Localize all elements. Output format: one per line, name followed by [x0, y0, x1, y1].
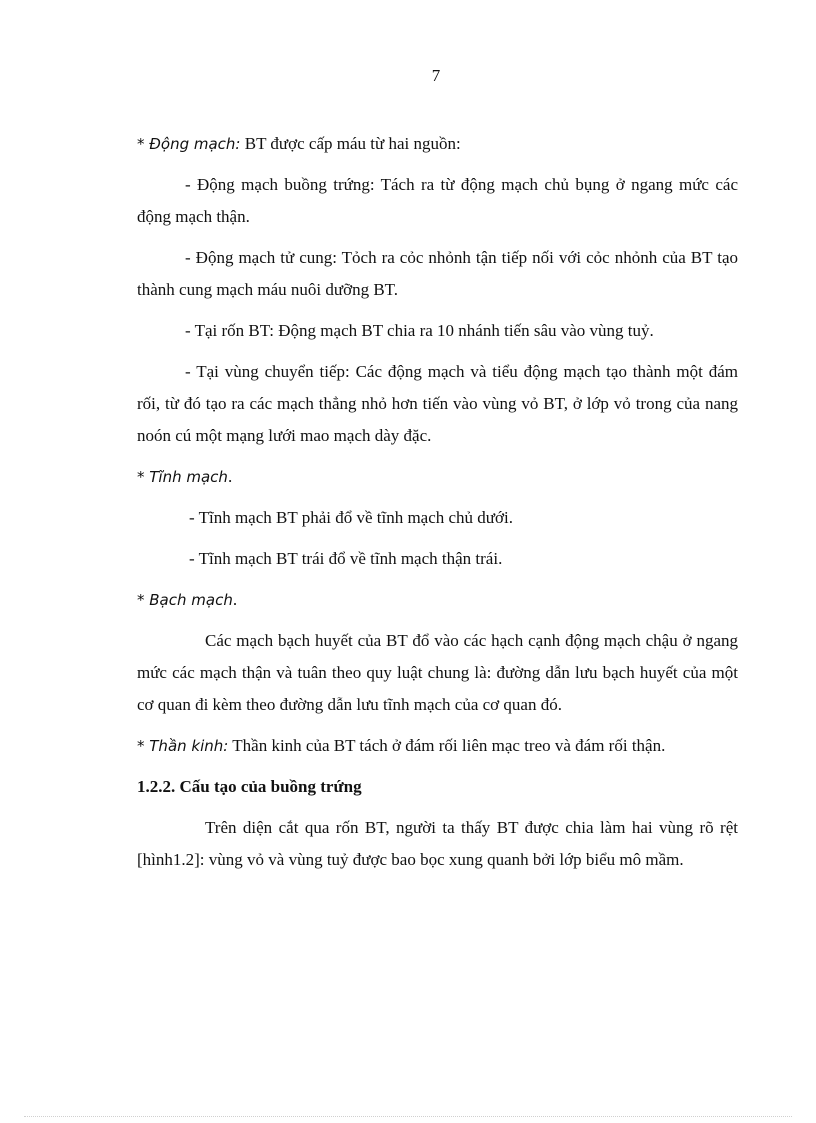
- page-number: 7: [431, 66, 441, 85]
- nerves-label: * Thần kinh:: [137, 737, 229, 755]
- veins-label: * Tĩnh mạch: [137, 468, 228, 486]
- nerves-text: Thần kinh của BT tách ở đám rối liên mạc treo và đám rối thận.: [228, 736, 666, 755]
- lymph-label: * Bạch mạch: [137, 591, 233, 609]
- nerves-paragraph: [137, 730, 738, 762]
- section-text: Trên diện cắt qua rốn BT, người ta thấy BT được chia làm hai vùng rõ rệt [hình1.2]: vùng vỏ và vùng tuỷ được bao bọc xung quanh bởi lớp biểu mô mầm.: [137, 818, 738, 869]
- arteries-paragraph: [137, 128, 738, 160]
- artery-item-uterine: - Động mạch tử cung: Tỏch ra cỏc nhỏnh tận tiếp nối với cỏc nhỏnh của BT tạo thành cung mạch máu nuôi dưỡng BT.: [137, 248, 738, 299]
- page-bottom-dotted-rule: [24, 1116, 792, 1117]
- artery-item-transition-zone: - Tại vùng chuyển tiếp: Các động mạch và tiểu động mạch tạo thành một đám rối, từ đó tạo ra các mạch thẳng nhỏ hơn tiến vào vùng vỏ BT, ở lớp vỏ trong của nang noón cú một mạng lưới mao mạch dày đặc.: [137, 362, 738, 445]
- lymph-suffix: .: [232, 590, 238, 609]
- veins-paragraph: [137, 461, 738, 493]
- vein-item-right: - Tĩnh mạch BT phải đổ về tĩnh mạch chủ dưới.: [189, 508, 513, 527]
- vein-item-left: - Tĩnh mạch BT trái đổ về tĩnh mạch thận trái.: [189, 549, 503, 568]
- arteries-intro: BT được cấp máu từ hai nguồn:: [240, 134, 461, 153]
- artery-item-hilum: - Tại rốn BT: Động mạch BT chia ra 10 nhánh tiến sâu vào vùng tuỷ.: [185, 321, 654, 340]
- section-heading: 1.2.2. Cấu tạo của buồng trứng: [137, 777, 362, 796]
- document-body: [137, 128, 738, 885]
- veins-suffix: .: [227, 467, 233, 486]
- arteries-label: * Động mạch:: [137, 135, 241, 153]
- lymph-text: Các mạch bạch huyết của BT đổ vào các hạch cạnh động mạch chậu ở ngang mức các mạch thận và tuân theo quy luật chung là: đường dẫn lưu bạch huyết của một cơ quan đi kèm theo đường dẫn lưu tĩnh mạch của cơ quan đó.: [137, 631, 738, 714]
- artery-item-ovarian: - Động mạch buồng trứng: Tách ra từ động mạch chủ bụng ở ngang mức các động mạch thận.: [137, 175, 738, 226]
- lymph-paragraph: [137, 584, 738, 616]
